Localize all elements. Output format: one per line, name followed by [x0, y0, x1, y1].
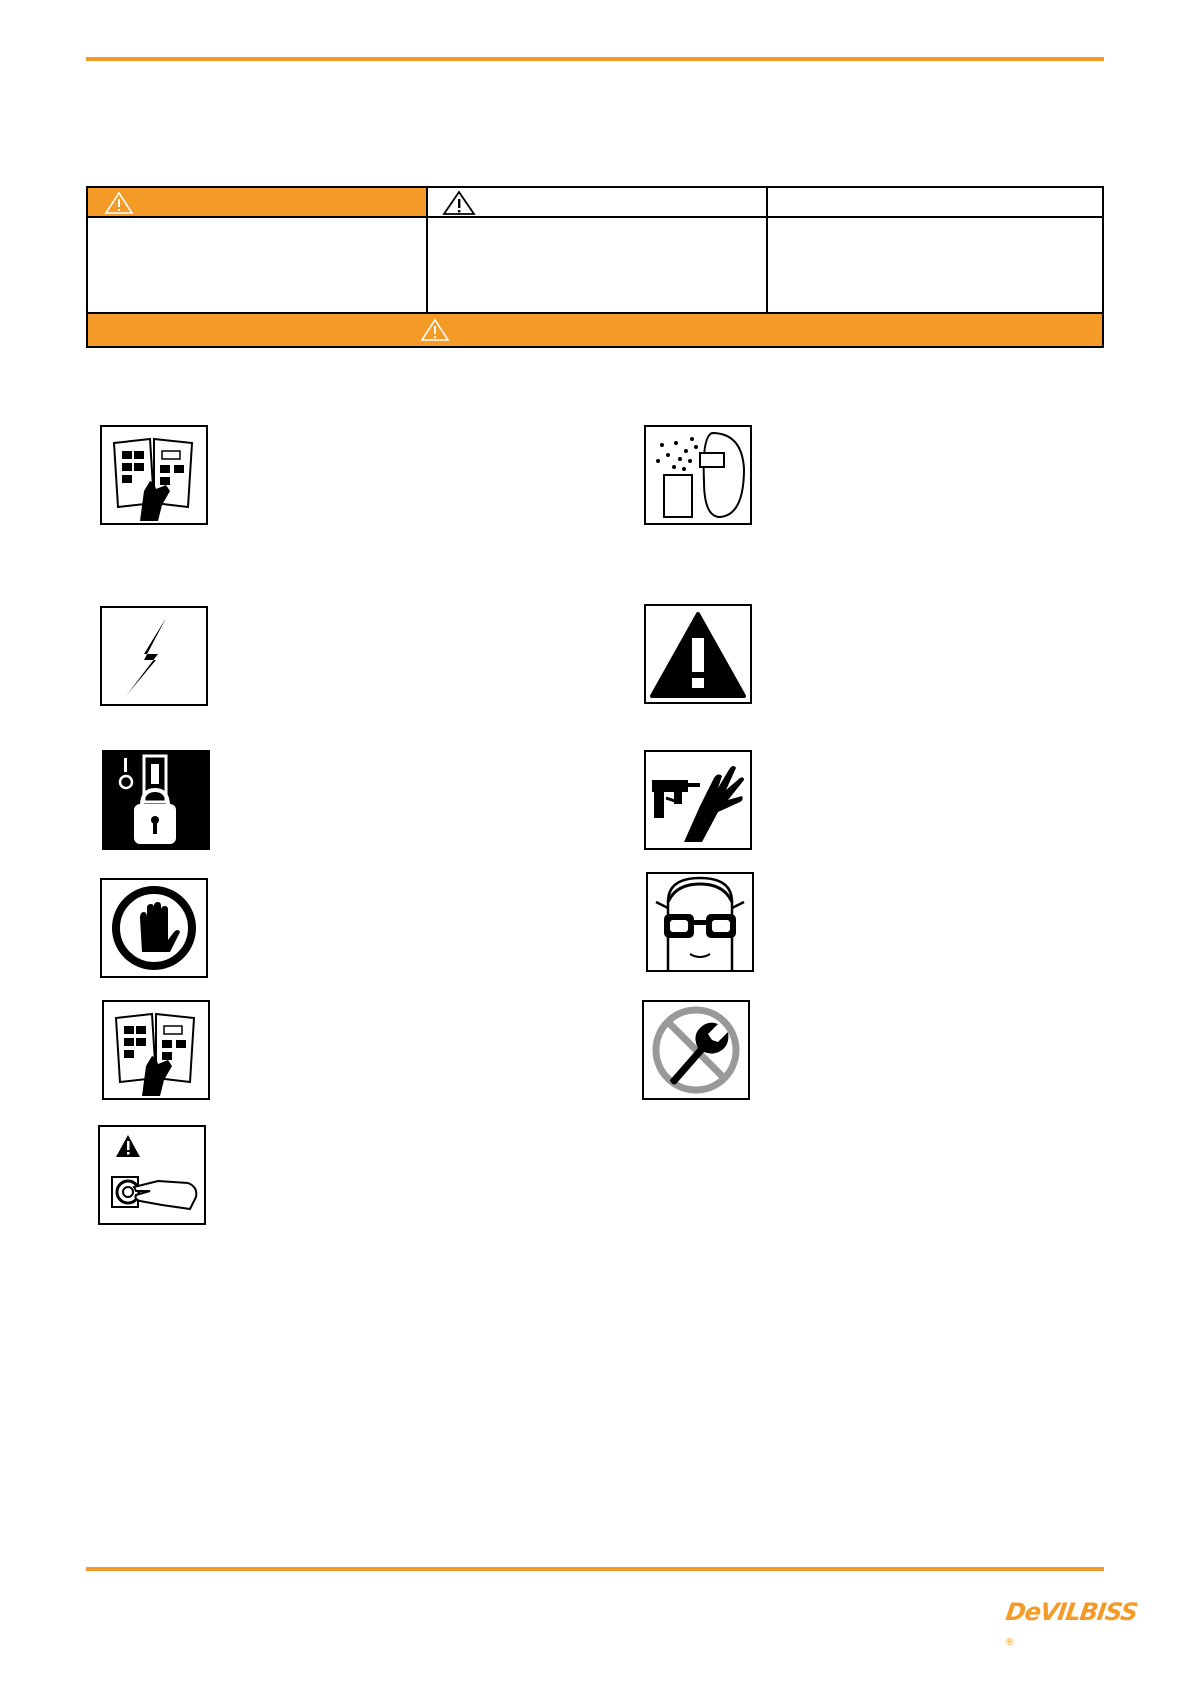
header-caution-cell — [428, 188, 768, 218]
top-orange-rule — [86, 57, 1104, 61]
caution-description-cell — [428, 218, 768, 314]
footer-warning-bar — [88, 314, 1102, 346]
injection-hazard-icon — [644, 750, 752, 850]
header-warning-cell — [88, 188, 428, 218]
emergency-stop-button-icon — [98, 1125, 206, 1225]
bottom-orange-rule — [86, 1567, 1104, 1571]
no-tools-icon — [642, 1000, 750, 1100]
warning-description-cell — [88, 218, 428, 314]
note-description-cell — [768, 218, 1102, 314]
read-manual-icon — [100, 425, 208, 525]
general-warning-icon — [644, 604, 752, 704]
high-voltage-icon — [100, 606, 208, 706]
lockout-padlock-icon — [102, 750, 210, 850]
safety-goggles-icon — [646, 872, 754, 972]
read-manual-icon — [102, 1000, 210, 1100]
warning-triangle-icon — [442, 190, 476, 216]
stop-hand-icon — [100, 878, 208, 978]
brand-logo-text: DeVILBISS — [1004, 1598, 1139, 1626]
devilbiss-logo — [1004, 1594, 1139, 1648]
paint-spray-face-shield-icon — [644, 425, 752, 525]
warning-levels-table — [86, 186, 1104, 348]
warning-triangle-icon — [104, 191, 134, 215]
header-note-cell — [768, 188, 1102, 218]
registered-mark: ® — [1006, 1637, 1014, 1648]
warning-triangle-icon — [420, 318, 450, 342]
